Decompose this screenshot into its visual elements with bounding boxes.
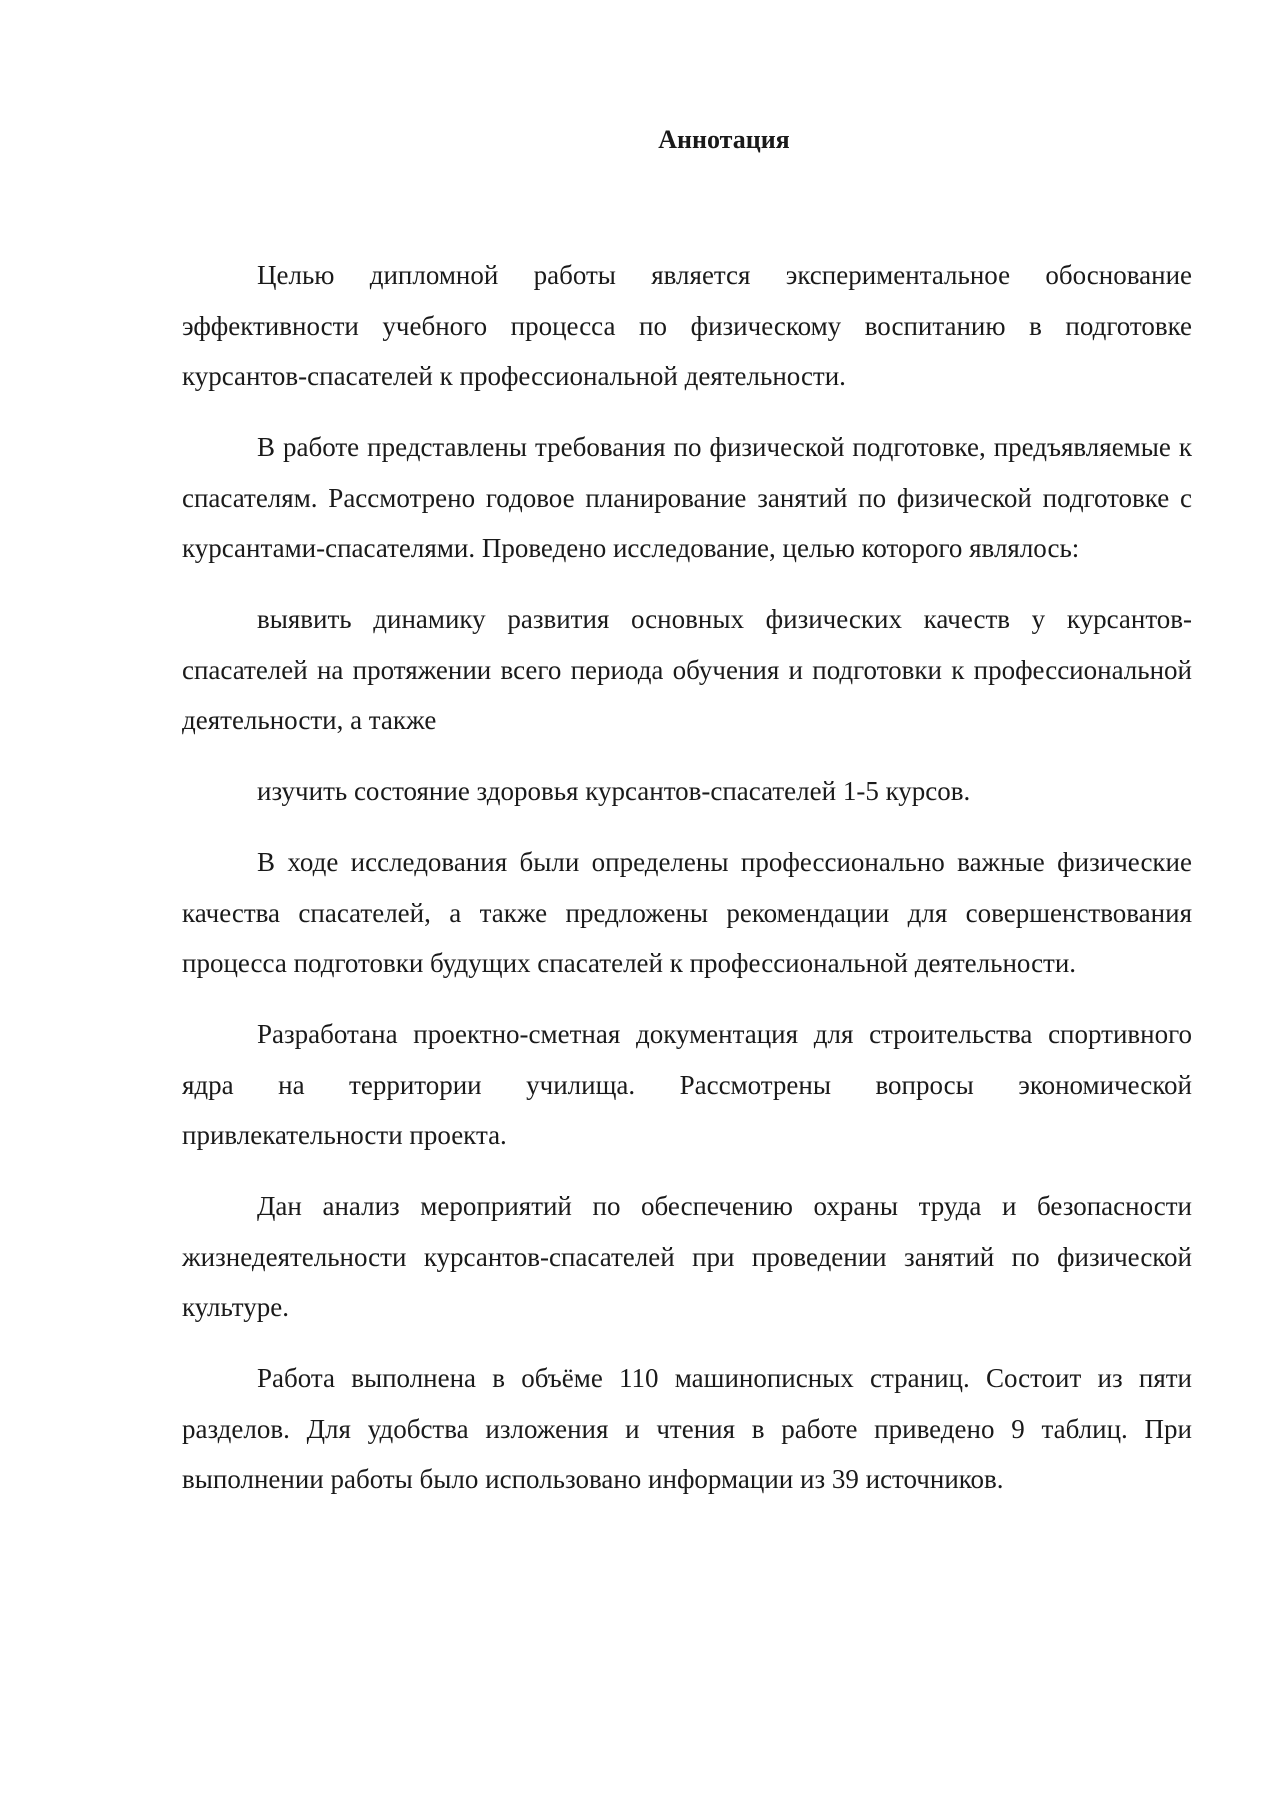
paragraph-purpose: Целью дипломной работы является экспериментальное обоснование эффективности учебного процесса по физическому воспитанию в подготовке курсантов-спасателей к профессиональной деятельности. — [182, 260, 1192, 391]
page-title: Аннотация — [658, 125, 790, 154]
paragraph-volume: Работа выполнена в объёме 110 машинописных страниц. Состоит из пяти разделов. Для удобства изложения и чтения в работе приведено 9 таблиц. При выполнении работы было использовано информации из 39 источников. — [182, 1363, 1192, 1494]
paragraph-goal-health: изучить состояние здоровья курсантов-спасателей 1-5 курсов. — [257, 776, 971, 806]
paragraph-safety: Дан анализ мероприятий по обеспечению охраны труда и безопасности жизнедеятельности курсантов-спасателей при проведении занятий по физической культуре. — [182, 1191, 1192, 1322]
paragraph-overview: В работе представлены требования по физической подготовке, предъявляемые к спасателям. Рассмотрено годовое планирование занятий по физической подготовке с курсантами-спасателями. Проведено исследование, целью которого являлось: — [182, 432, 1192, 563]
document-body — [182, 250, 1192, 1525]
paragraph-findings: В ходе исследования были определены профессионально важные физические качества спасателей, а также предложены рекомендации для совершенствования процесса подготовки будущих спасателей к профессиональной деятельности. — [182, 847, 1192, 978]
paragraph-construction: Разработана проектно-сметная документация для строительства спортивного ядра на территории училища. Рассмотрены вопросы экономической привлекательности проекта. — [182, 1019, 1192, 1150]
paragraph-goal-dynamics: выявить динамику развития основных физических качеств у курсантов-спасателей на протяжении всего периода обучения и подготовки к профессиональной деятельности, а также — [182, 604, 1192, 735]
